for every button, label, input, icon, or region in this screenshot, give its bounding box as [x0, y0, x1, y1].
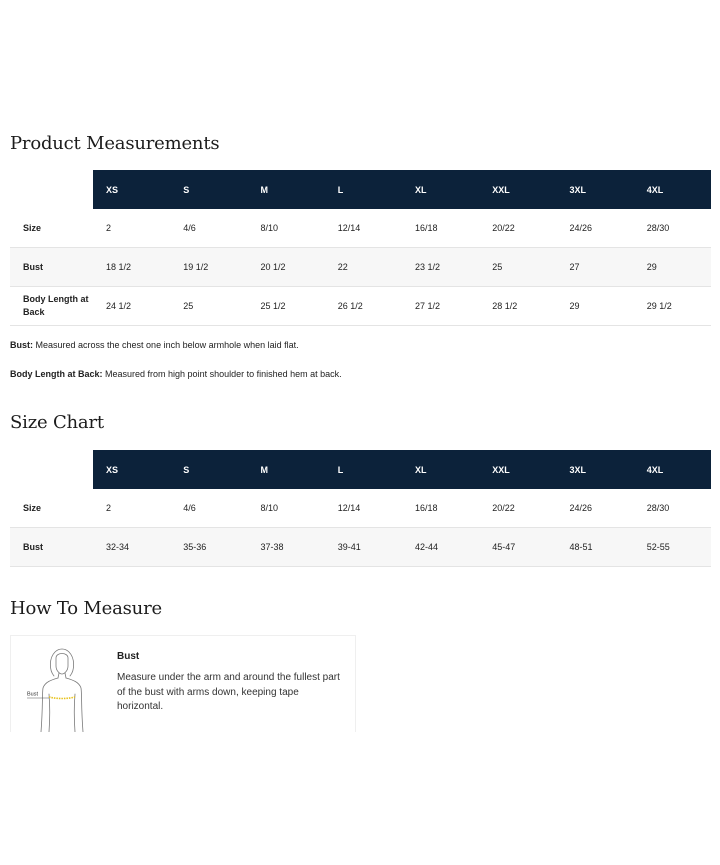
table-row	[10, 287, 711, 326]
table-cell: 39-41	[325, 528, 402, 567]
size-header: XXL	[479, 450, 556, 489]
table-row	[10, 489, 711, 528]
note-term: Body Length at Back:	[10, 369, 103, 379]
table-cell: 25 1/2	[248, 287, 325, 326]
table-cell: 18 1/2	[93, 248, 170, 287]
note-text: Measured from high point shoulder to finished hem at back.	[102, 369, 342, 379]
measure-description: Measure under the arm and around the fullest part of the bust with arms down, keeping tape horizontal.	[117, 672, 340, 712]
table-cell: 26 1/2	[325, 287, 402, 326]
note-term: Bust:	[10, 340, 33, 350]
table-cell: 8/10	[248, 209, 325, 248]
table-row	[10, 209, 711, 248]
table-cell: 42-44	[402, 528, 479, 567]
body-length-note	[10, 369, 342, 379]
table-header-row	[10, 450, 711, 489]
how-to-measure-heading: How To Measure	[10, 598, 162, 619]
table-cell: 4/6	[170, 489, 247, 528]
size-header: S	[170, 170, 247, 209]
product-measurements-table	[10, 170, 711, 326]
table-cell: 2	[93, 489, 170, 528]
table-cell: 24/26	[557, 489, 634, 528]
row-label: Bust	[10, 248, 93, 287]
table-row	[10, 248, 711, 287]
size-chart-table	[10, 450, 711, 567]
row-label: Size	[10, 209, 93, 248]
figure-label: Bust	[27, 691, 39, 698]
table-cell: 48-51	[557, 528, 634, 567]
table-cell: 19 1/2	[170, 248, 247, 287]
table-cell: 29 1/2	[634, 287, 711, 326]
table-cell: 37-38	[248, 528, 325, 567]
size-header: 4XL	[634, 450, 711, 489]
size-header: M	[248, 450, 325, 489]
table-cell: 20/22	[479, 489, 556, 528]
table-cell: 28/30	[634, 209, 711, 248]
size-header: 3XL	[557, 170, 634, 209]
product-measurements-heading: Product Measurements	[10, 133, 220, 154]
table-cell: 52-55	[634, 528, 711, 567]
table-cell: 28 1/2	[479, 287, 556, 326]
table-cell: 35-36	[170, 528, 247, 567]
table-cell: 12/14	[325, 489, 402, 528]
size-header: 3XL	[557, 450, 634, 489]
measure-card	[10, 635, 356, 732]
table-cell: 32-34	[93, 528, 170, 567]
row-label: Body Length at Back	[10, 287, 93, 326]
measure-title: Bust	[117, 651, 140, 662]
row-label: Bust	[10, 528, 93, 567]
size-header: L	[325, 450, 402, 489]
table-cell: 2	[93, 209, 170, 248]
corner-cell	[10, 170, 93, 209]
table-cell: 29	[557, 287, 634, 326]
table-cell: 20 1/2	[248, 248, 325, 287]
table-cell: 16/18	[402, 489, 479, 528]
table-cell: 23 1/2	[402, 248, 479, 287]
table-cell: 25	[479, 248, 556, 287]
note-text: Measured across the chest one inch below armhole when laid flat.	[33, 340, 299, 350]
size-header: 4XL	[634, 170, 711, 209]
size-header: L	[325, 170, 402, 209]
row-label: Size	[10, 489, 93, 528]
table-cell: 12/14	[325, 209, 402, 248]
size-header: XL	[402, 450, 479, 489]
table-cell: 20/22	[479, 209, 556, 248]
table-cell: 22	[325, 248, 402, 287]
table-cell: 28/30	[634, 489, 711, 528]
size-header: XS	[93, 450, 170, 489]
size-header: XL	[402, 170, 479, 209]
bust-note	[10, 340, 299, 350]
table-cell: 8/10	[248, 489, 325, 528]
table-cell: 4/6	[170, 209, 247, 248]
bust-figure-icon	[25, 646, 97, 732]
corner-cell	[10, 450, 93, 489]
table-row	[10, 528, 711, 567]
size-header: S	[170, 450, 247, 489]
table-header-row	[10, 170, 711, 209]
table-cell: 16/18	[402, 209, 479, 248]
table-cell: 24 1/2	[93, 287, 170, 326]
table-cell: 25	[170, 287, 247, 326]
table-cell: 27 1/2	[402, 287, 479, 326]
table-cell: 27	[557, 248, 634, 287]
size-header: M	[248, 170, 325, 209]
size-header: XS	[93, 170, 170, 209]
table-cell: 24/26	[557, 209, 634, 248]
size-chart-heading: Size Chart	[10, 412, 104, 433]
table-cell: 29	[634, 248, 711, 287]
table-cell: 45-47	[479, 528, 556, 567]
size-header: XXL	[479, 170, 556, 209]
